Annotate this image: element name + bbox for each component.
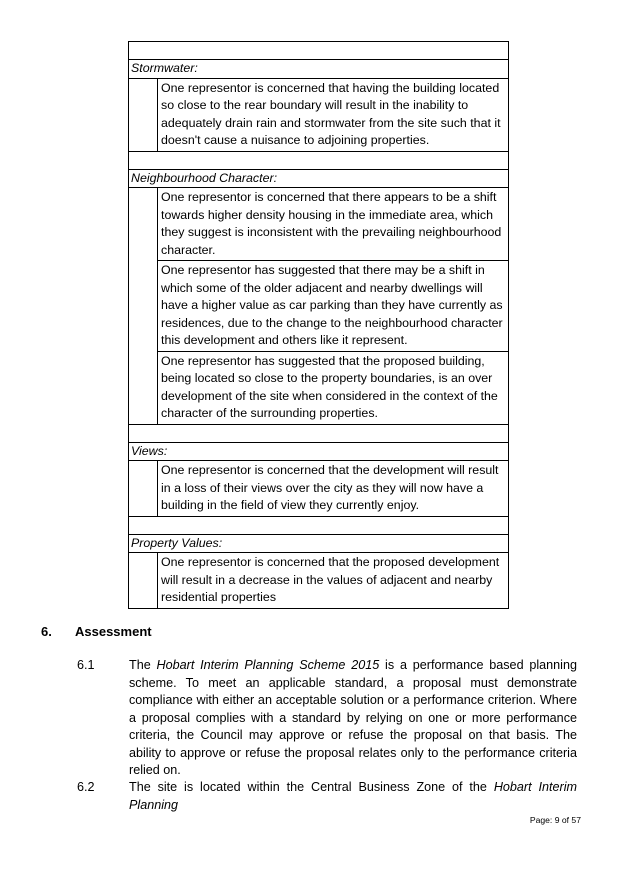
table-row-blank [129,151,509,169]
paragraph-number: 6.1 [77,658,95,672]
table-row [129,261,509,352]
section-heading [41,623,152,640]
table-row-heading [129,442,509,461]
views-heading: Views: [129,442,509,461]
table-row-blank [129,516,509,534]
section-number: 6. [41,624,52,639]
table-row [129,188,509,261]
section-title: Assessment [75,624,152,639]
paragraph-text: The Hobart Interim Planning Scheme 2015 is a performance based planning scheme. To meet an applicable standard, a proposal must demonstrate compliance with either an acceptable solution or a performance criterion. Where a proposal complies with a standard by relying on one or more performance criteria, the Council may approve or refuse the proposal on that basis. The ability to approve or refuse the proposal relates only to the performance criteria relied on. [129,658,577,777]
table-row [129,78,509,151]
paragraph-6-2 [77,779,577,814]
table-row-heading [129,534,509,553]
table-row [129,461,509,517]
representations-table [128,41,509,609]
character-heading: Neighbourhood Character: [129,169,509,188]
table-row-blank [129,424,509,442]
page-number: Page: 9 of 57 [529,815,581,825]
table-row-blank [129,42,509,60]
character-item-3: One representor has suggested that the proposed building, being located so close to the property boundaries, is an over development of the site when considered in the context of the character of the surrounding properties. [158,351,509,424]
scheme-title: Hobart Interim Planning Scheme 2015 [156,658,380,672]
table-row [129,351,509,424]
property-item-1: One representor is concerned that the proposed development will result in a decrease in the values of adjacent and nearby residential properties [158,553,509,609]
table-row [129,553,509,609]
paragraph-6-1 [77,657,577,780]
property-heading: Property Values: [129,534,509,553]
views-item-1: One representor is concerned that the development will result in a loss of their views over the city as they will now have a building in the field of view they currently enjoy. [158,461,509,517]
paragraph-number: 6.2 [77,780,95,794]
table-row-heading [129,169,509,188]
stormwater-heading: Stormwater: [129,60,509,79]
character-item-2: One representor has suggested that there may be a shift in which some of the older adjacent and nearby dwellings will have a higher value as car parking than they have currently as residences, due to the change to the neighbourhood character this development and others like it represent. [158,261,509,352]
scheme-title: Hobart Interim Planning [129,780,577,812]
character-item-1: One representor is concerned that there appears to be a shift towards higher density housing in the immediate area, which they suggest is inconsistent with the prevailing neighbourhood character. [158,188,509,261]
paragraph-text: The site is located within the Central Business Zone of the Hobart Interim Planning [129,780,577,812]
stormwater-item-1: One representor is concerned that having the building located so close to the rear boundary will result in the inability to adequately drain rain and stormwater from the site such that it doesn't cause a nuisance to adjoining properties. [158,78,509,151]
table-row-heading [129,60,509,79]
